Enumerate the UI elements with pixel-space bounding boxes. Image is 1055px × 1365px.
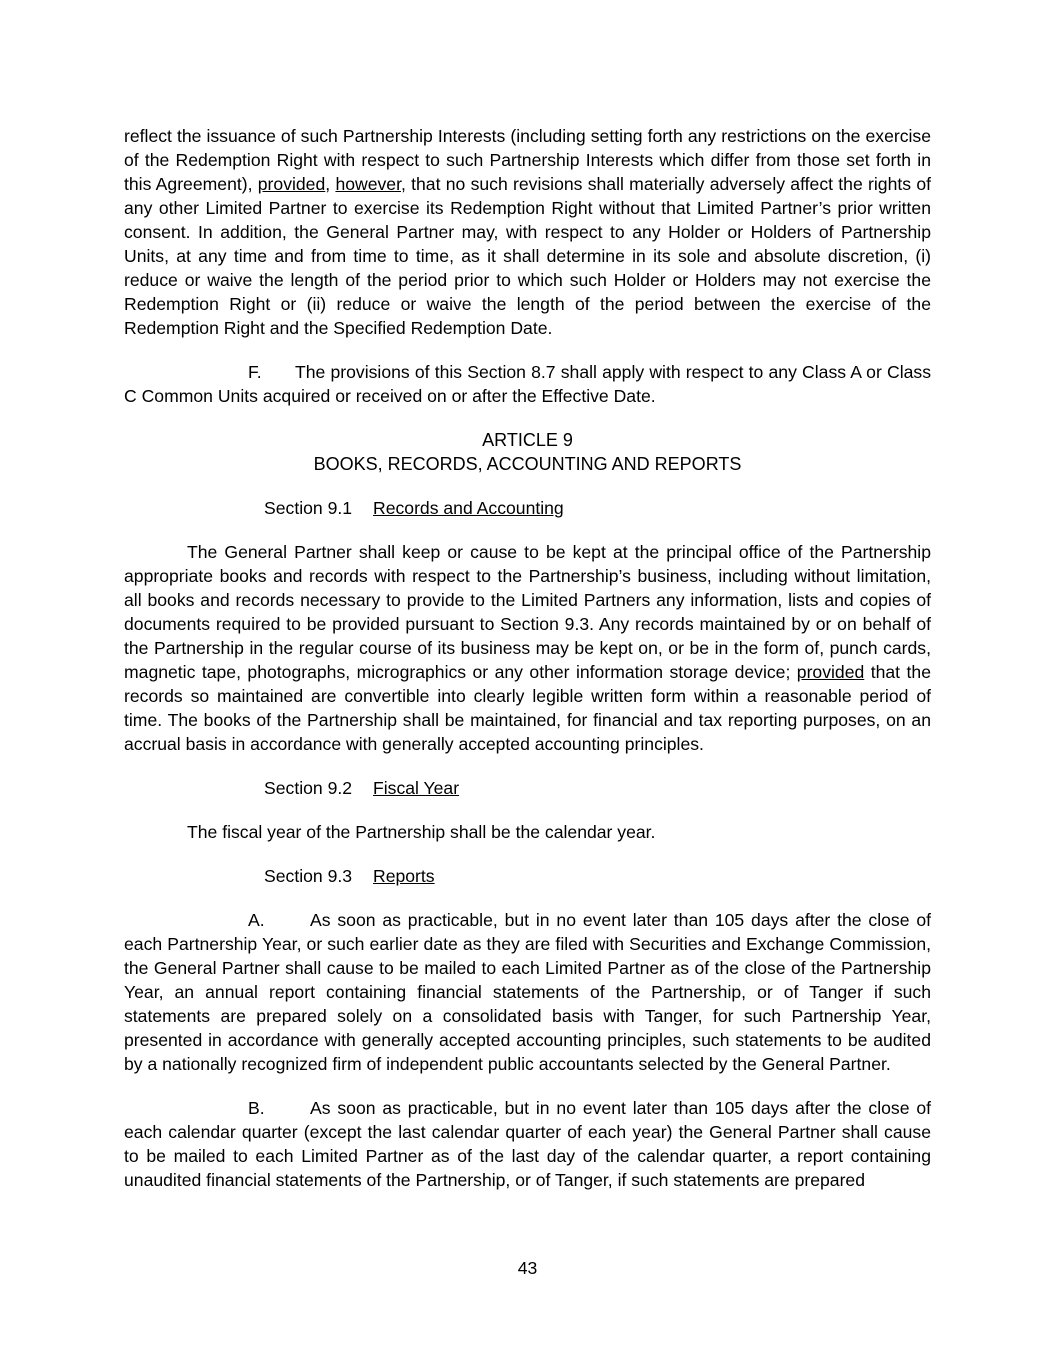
section-heading-9-3: [124, 864, 931, 888]
provided-term: provided: [257, 174, 326, 194]
paragraph-b: [124, 1096, 931, 1192]
records-paragraph: [124, 540, 931, 756]
section-heading-9-2: [124, 776, 931, 800]
section-title: Fiscal Year: [373, 778, 460, 798]
paragraph-f: [124, 360, 931, 408]
section-heading-9-1: [124, 496, 931, 520]
page-number: 43: [517, 1258, 538, 1278]
paragraph-text: reflect the issuance of such Partnership Interests (including setting forth any restrictions on the exercise of the Redemption Right with respect to such Partnership Interests which differ from those set forth in this Agreement),: [124, 126, 931, 194]
paragraph-label: B.: [248, 1098, 265, 1118]
however-term: however: [335, 174, 401, 194]
section-number: Section 9.3: [264, 866, 353, 886]
page-content: [124, 124, 931, 1192]
continuation-paragraph: [124, 124, 931, 340]
paragraph-text: The General Partner shall keep or cause to be kept at the principal office of the Partnership appropriate books and records with respect to the Partnership’s business, including without limitation, all books and records necessary to provide to the Limited Partners any information, lists and copies of documents required to be provided pursuant to Section 9.3. Any records maintained by or on behalf of the Partnership in the regular course of its business may be kept on, or be in the form of, punch cards, magnetic tape, photographs, micrographics or any other information storage device;: [124, 542, 931, 682]
paragraph-text: ,: [325, 174, 336, 194]
paragraph-text: The provisions of this Section 8.7 shall apply with respect to any Class A or Class C Common Units acquired or received on or after the Effective Date.: [124, 362, 931, 406]
section-title: Reports: [373, 866, 435, 886]
paragraph-a: [124, 908, 931, 1076]
paragraph-text: that the records so maintained are convertible into clearly legible written form within a reasonable period of time. The books of the Partnership shall be maintained, for financial and tax reporting purposes, on an accrual basis in accordance with generally accepted accounting principles.: [124, 662, 931, 754]
paragraph-text: As soon as practicable, but in no event later than 105 days after the close of each calendar quarter (except the last calendar quarter of each year) the General Partner shall cause to be mailed to each Limited Partner as of the last day of the calendar quarter, a report containing unaudited financial statements of the Partnership, or of Tanger, if such statements are prepared: [124, 1098, 931, 1190]
section-number: Section 9.1: [264, 498, 353, 518]
provided-term: provided: [796, 662, 865, 682]
fiscal-year-paragraph: The fiscal year of the Partnership shall be the calendar year.: [187, 822, 656, 842]
article-heading: [124, 428, 931, 476]
paragraph-text: As soon as practicable, but in no event later than 105 days after the close of each Partnership Year, or such earlier date as they are filed with Securities and Exchange Commission, the General Partner shall cause to be mailed to each Limited Partner as of the close of the Partnership Year, an annual report containing financial statements of the Partnership, or of Tanger if such statements are prepared solely on a consolidated basis with Tanger, for such Partnership Year, presented in accordance with generally accepted accounting principles, such statements to be audited by a nationally recognized firm of independent public accountants selected by the General Partner.: [124, 910, 931, 1074]
section-title: Records and Accounting: [373, 498, 564, 518]
article-title: BOOKS, RECORDS, ACCOUNTING AND REPORTS: [313, 454, 742, 474]
section-number: Section 9.2: [264, 778, 353, 798]
paragraph-label: F.: [248, 362, 262, 382]
paragraph-text: , that no such revisions shall materially adversely affect the rights of any other Limited Partner to exercise its Redemption Right without that Limited Partner’s prior written consent. In addition, the General Partner may, with respect to any Holder or Holders of Partnership Units, at any time and from time to time, as it shall determine in its sole and absolute discretion, (i) reduce or waive the length of the period prior to which such Holder or Holders may not exercise the Redemption Right or (ii) reduce or waive the length of the period between the exercise of the Redemption Right and the Specified Redemption Date.: [124, 174, 931, 338]
paragraph-label: A.: [248, 910, 265, 930]
article-number: ARTICLE 9: [482, 430, 573, 450]
